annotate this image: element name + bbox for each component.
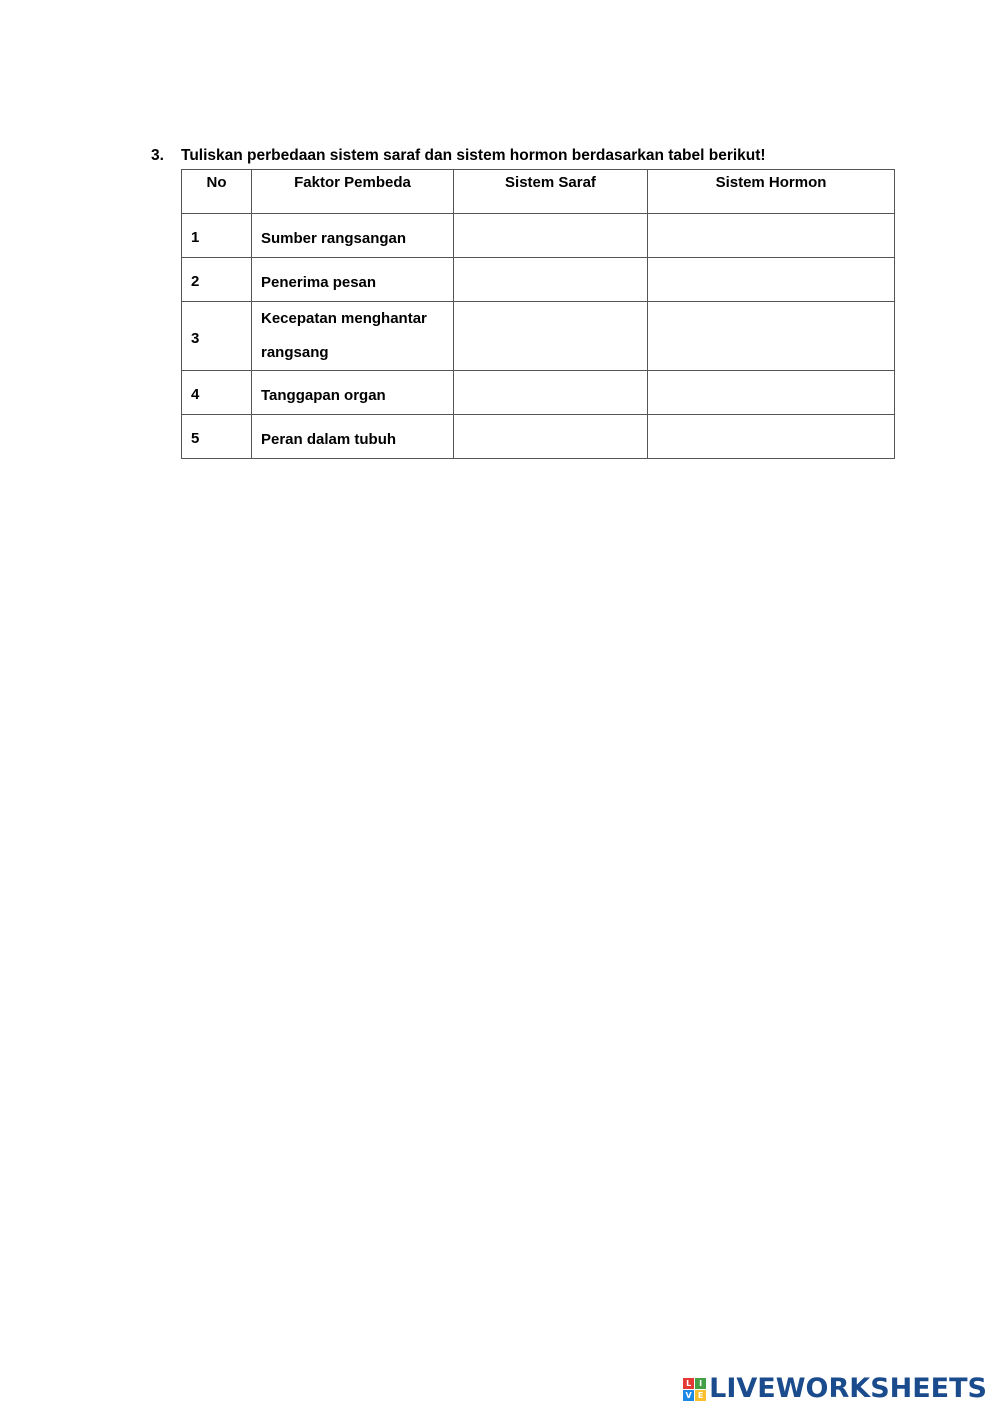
row-number: 2 xyxy=(182,258,252,302)
logo-mark-letter: V xyxy=(683,1390,694,1401)
answer-cell-hormon[interactable] xyxy=(648,371,895,415)
row-factor-label: Kecepatan menghantar rangsang xyxy=(261,310,427,361)
answer-cell-saraf[interactable] xyxy=(454,258,648,302)
comparison-table xyxy=(181,169,895,459)
question-number: 3. xyxy=(151,147,164,164)
row-number: 4 xyxy=(182,371,252,415)
row-factor-label: Tanggapan organ xyxy=(261,387,386,404)
table-row xyxy=(182,302,895,371)
row-number: 1 xyxy=(182,214,252,258)
answer-cell-saraf[interactable] xyxy=(454,214,648,258)
answer-cell-hormon[interactable] xyxy=(648,302,895,371)
logo-mark-icon xyxy=(683,1378,706,1401)
table-row xyxy=(182,214,895,258)
row-factor xyxy=(252,258,454,302)
question-prompt xyxy=(151,146,766,166)
header-factor: Faktor Pembeda xyxy=(252,170,454,214)
row-factor xyxy=(252,415,454,459)
answer-cell-saraf[interactable] xyxy=(454,302,648,371)
answer-cell-hormon[interactable] xyxy=(648,415,895,459)
row-factor-label: Peran dalam tubuh xyxy=(261,431,397,448)
answer-cell-hormon[interactable] xyxy=(648,214,895,258)
logo-text: LIVEWORKSHEETS xyxy=(709,1373,987,1404)
row-number: 3 xyxy=(182,302,252,371)
header-sistem-hormon: Sistem Hormon xyxy=(648,170,895,214)
header-no: No xyxy=(182,170,252,214)
row-number: 5 xyxy=(182,415,252,459)
table-row xyxy=(182,415,895,459)
header-sistem-saraf: Sistem Saraf xyxy=(454,170,648,214)
logo-mark-letter: E xyxy=(695,1390,706,1401)
liveworksheets-logo xyxy=(683,1375,987,1403)
answer-cell-saraf[interactable] xyxy=(454,415,648,459)
table-row xyxy=(182,371,895,415)
table-header-row xyxy=(182,170,895,214)
row-factor-label: Sumber rangsangan xyxy=(261,230,407,247)
row-factor xyxy=(252,302,454,371)
question-text: Tuliskan perbedaan sistem saraf dan sistem hormon berdasarkan tabel berikut! xyxy=(181,147,766,164)
answer-cell-hormon[interactable] xyxy=(648,258,895,302)
row-factor xyxy=(252,371,454,415)
row-factor xyxy=(252,214,454,258)
answer-cell-saraf[interactable] xyxy=(454,371,648,415)
row-factor-label: Penerima pesan xyxy=(261,274,377,291)
logo-mark-letter: L xyxy=(683,1378,694,1389)
logo-mark-letter: I xyxy=(695,1378,706,1389)
table-row xyxy=(182,258,895,302)
